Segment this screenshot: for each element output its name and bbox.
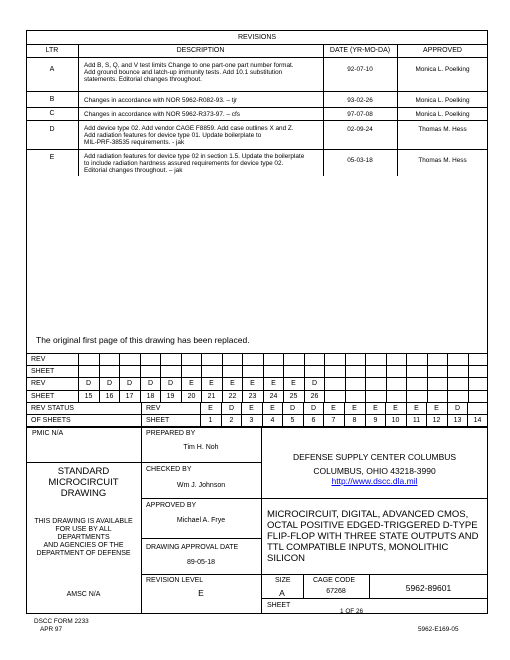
status-cell: D	[228, 405, 235, 412]
revision-level: E	[198, 588, 204, 598]
revision-description-line: Add radiation features for device type 01. Update boilerplate to	[84, 132, 262, 139]
revision-approver: Monica L. Poelking	[415, 111, 470, 118]
status-cell: E	[434, 405, 439, 412]
agency-address: COLUMBUS, OHIO 43218-3990	[313, 466, 436, 476]
status-cell: E	[230, 380, 235, 387]
revision-description-line: Changes in accordance with NOR 5962-R373-97. – cfs	[84, 111, 240, 118]
status-cell: D	[106, 380, 113, 387]
status-cell: 15	[84, 393, 93, 400]
revisions-title: REVISIONS	[237, 34, 277, 41]
status-cell: 17	[125, 393, 134, 400]
status-cell: 10	[391, 417, 400, 424]
size-label: SIZE	[275, 577, 291, 584]
revision-description-line: Add device type 02. Add vendor CAGE F8859. Add case outlines X and Z.	[84, 125, 294, 132]
revision-approver: Thomas M. Hess	[418, 126, 467, 133]
status-row-label: SHEET	[31, 368, 55, 375]
status-cell: E	[189, 380, 194, 387]
status-cell: 1	[208, 417, 213, 424]
revision-level-label: REVISION LEVEL	[146, 577, 204, 584]
replaced-note: The original first page of this drawing has been replaced.	[36, 335, 250, 345]
status-cell: 11	[412, 417, 421, 424]
status-cell: E	[271, 380, 276, 387]
availability-line: AND AGENCIES OF THE	[43, 542, 124, 549]
status-cell: 12	[432, 417, 441, 424]
revision-date: 97-07-08	[347, 111, 373, 118]
agency-url[interactable]	[261, 476, 488, 486]
status-cell: E	[291, 380, 296, 387]
status-cell: 25	[289, 393, 298, 400]
drawing-title-line: MICROCIRCUIT, DIGITAL, ADVANCED CMOS,	[267, 509, 469, 520]
sheet-count: 1 OF 26	[340, 608, 364, 615]
revision-approver: Monica L. Poelking	[415, 66, 470, 73]
revision-description-line: statements. Editorial changes throughout.	[84, 76, 202, 83]
cage-code-label: CAGE CODE	[313, 577, 356, 584]
status-row-label: REV STATUS	[31, 405, 74, 412]
status-cell: E	[331, 405, 336, 412]
revision-description-line: Add ground bounce and latch-up immunity tests. Add 10.1 substitution	[84, 69, 283, 76]
status-row-label: OF SHEETS	[31, 417, 71, 424]
revision-approver: Thomas M. Hess	[418, 157, 467, 164]
status-cell: E	[209, 380, 214, 387]
availability-line: DEPARTMENTS	[57, 534, 110, 541]
approval-date: 89-05-18	[186, 559, 216, 566]
prepared-by-label: PREPARED BY	[146, 430, 196, 437]
status-cell: 7	[331, 417, 336, 424]
status-cell: E	[208, 405, 213, 412]
form-number: DSCC FORM 2233	[34, 618, 89, 625]
revision-description-line: to include radiation hardness assured requirements for device type 02.	[84, 160, 284, 167]
checked-by-name: Wm J. Johnson	[176, 482, 226, 489]
availability-line: THIS DRAWING IS AVAILABLE	[34, 518, 133, 525]
agency-url-link[interactable]: http://www.dscc.dla.mil	[331, 476, 418, 486]
status-row-sublabel: SHEET	[146, 417, 170, 424]
revision-letter: D	[49, 126, 55, 133]
drawing-number: 5962-89601	[405, 583, 452, 593]
drawing-title-line: FLIP-FLOP WITH THREE STATE OUTPUTS AND	[267, 531, 479, 542]
approved-by-name: Michael A. Frye	[176, 517, 226, 524]
col-description-header: DESCRIPTION	[176, 47, 225, 54]
status-cell: E	[270, 405, 275, 412]
status-cell: D	[311, 380, 318, 387]
col-approved-header: APPROVED	[423, 47, 462, 54]
status-cell: E	[249, 405, 254, 412]
status-cell: D	[310, 405, 317, 412]
revision-approver: Monica L. Poelking	[415, 97, 470, 104]
status-row-label: REV	[31, 380, 46, 387]
availability-line: FOR USE BY ALL	[55, 526, 112, 533]
status-cell: 18	[146, 393, 155, 400]
status-row-label: SHEET	[31, 393, 55, 400]
standard-title: STANDARD	[57, 466, 110, 477]
revision-date: 93-02-26	[347, 97, 373, 104]
revision-date: 92-07-10	[347, 66, 373, 73]
revision-letter: E	[49, 154, 55, 161]
agency-name: DEFENSE SUPPLY CENTER COLUMBUS	[292, 452, 457, 462]
status-row-sublabel: REV	[146, 405, 161, 412]
drawing-title-line: TTL COMPATIBLE INPUTS, MONOLITHIC	[267, 542, 449, 553]
status-cell: E	[373, 405, 378, 412]
col-date-header: DATE (YR-MO-DA)	[329, 47, 391, 54]
status-cell: D	[126, 380, 133, 387]
standard-title: MICROCIRCUIT	[48, 477, 119, 488]
revision-letter: A	[49, 66, 55, 73]
col-ltr-header: LTR	[45, 47, 59, 54]
revision-description-line: Editorial changes throughout. – jak	[84, 167, 183, 174]
drawing-title-line: SILICON	[267, 553, 306, 564]
status-cell: D	[454, 405, 461, 412]
status-cell: 24	[269, 393, 278, 400]
status-cell: 23	[248, 393, 257, 400]
status-cell: 2	[229, 417, 234, 424]
status-cell: 20	[187, 393, 196, 400]
revision-description-line: MIL-PRF-38535 requirements. - jak	[84, 139, 185, 146]
status-cell: 14	[473, 417, 482, 424]
revision-description-line: Changes in accordance with NOR 5962-R082-93. – tjr	[84, 97, 238, 104]
status-cell: D	[147, 380, 154, 387]
status-cell: 13	[453, 417, 462, 424]
status-cell: E	[393, 405, 398, 412]
status-cell: E	[250, 380, 255, 387]
status-cell: 3	[249, 417, 254, 424]
status-cell: 8	[352, 417, 357, 424]
status-cell: 26	[310, 393, 319, 400]
revision-letter: B	[49, 96, 55, 103]
document-id: 5962-E169-05	[418, 626, 459, 633]
status-cell: 4	[270, 417, 275, 424]
standard-title: DRAWING	[60, 488, 107, 499]
cage-code-value: 67268	[326, 588, 346, 595]
size-value: A	[279, 588, 285, 598]
status-cell: E	[414, 405, 419, 412]
checked-by-label: CHECKED BY	[146, 466, 192, 473]
form-date: APR 97	[40, 626, 63, 633]
status-cell: 19	[166, 393, 175, 400]
revision-description-line: Add B, S, Q, and V test limits Change to one part-one part number format.	[84, 62, 294, 69]
status-cell: 9	[373, 417, 378, 424]
revision-description-line: Add radiation features for device type 02 in section 1.5. Update the boilerplate	[84, 153, 305, 160]
pmic-label: PMIC N/A	[32, 430, 64, 437]
sheet-label: SHEET	[267, 602, 291, 609]
status-cell: D	[85, 380, 92, 387]
approval-date-label: DRAWING APPROVAL DATE	[146, 544, 239, 551]
availability-line: DEPARTMENT OF DEFENSE	[36, 550, 131, 557]
status-cell: 6	[311, 417, 316, 424]
status-cell: E	[352, 405, 357, 412]
status-cell: D	[289, 405, 296, 412]
revision-letter: C	[49, 110, 55, 117]
status-row-label: REV	[31, 356, 46, 363]
prepared-by-name: Tim H. Noh	[183, 444, 219, 451]
status-cell: D	[167, 380, 174, 387]
status-cell: 5	[290, 417, 295, 424]
status-cell: 21	[207, 393, 216, 400]
approved-by-label: APPROVED BY	[146, 502, 197, 509]
drawing-title-line: OCTAL POSITIVE EDGED-TRIGGERED D-TYPE	[267, 520, 478, 531]
revision-date: 02-09-24	[347, 126, 373, 133]
status-cell: 22	[228, 393, 237, 400]
revision-date: 05-03-18	[347, 157, 373, 164]
amsc-label: AMSC N/A	[66, 591, 101, 598]
status-cell: 16	[105, 393, 114, 400]
